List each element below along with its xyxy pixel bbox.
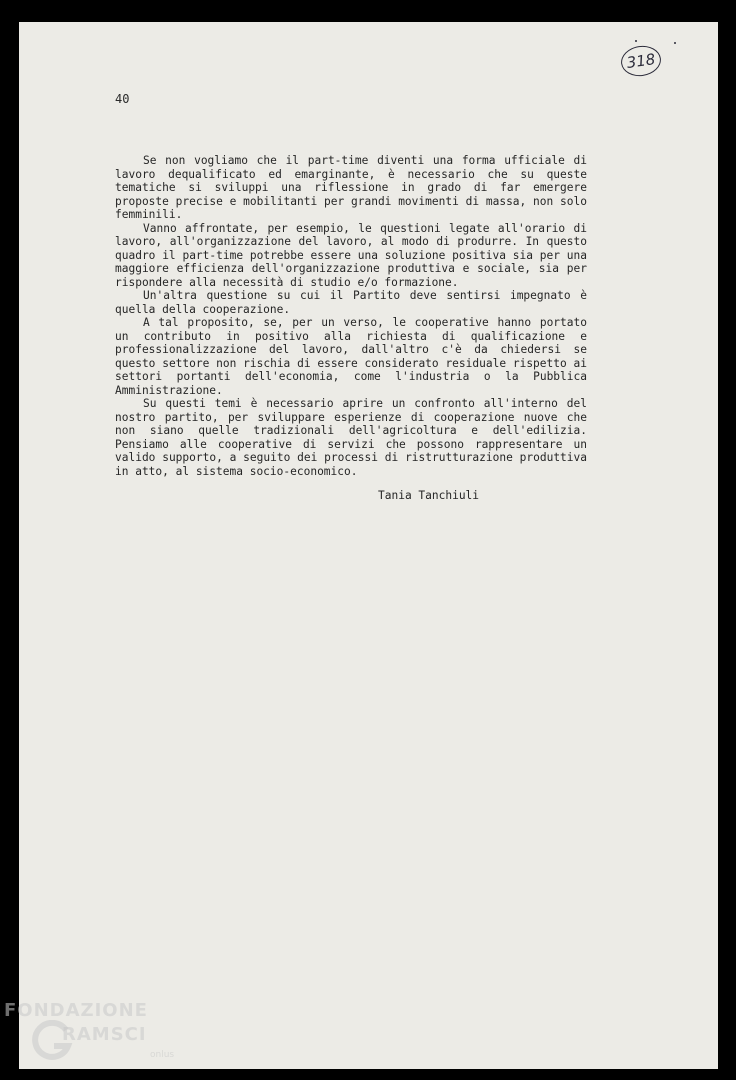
- stamp-mark: [674, 42, 676, 44]
- body-text: [115, 154, 587, 478]
- stamp-mark: [635, 40, 637, 42]
- watermark-suffix: onlus: [150, 1050, 175, 1060]
- paragraph: A tal proposito, se, per un verso, le cooperative hanno portato un contributo in positivo alla richiesta di qualificazione e professionalizzazione del lavoro, dall'altro c'è da chiedersi se questo settore non rischia di essere considerato residuale rispetto ai settori portanti dell'economia, come l'industria o la Pubblica Amministrazione.: [115, 316, 587, 397]
- page-number: 40: [115, 92, 130, 106]
- document-page: [19, 22, 718, 1069]
- paragraph: Un'altra questione su cui il Partito deve sentirsi impegnato è quella della cooperazione.: [115, 289, 587, 316]
- paragraph: Su questi temi è necessario aprire un confronto all'interno del nostro partito, per sviluppare esperienze di cooperazione nuove che non siano quelle tradizionali dell'agricoltura e dell'edilizia. Pensiamo alle cooperative di servizi che possono rappresentare un valido supporto, a seguito dei processi di ristrutturazione produttiva in atto, al sistema socio-economico.: [115, 397, 587, 478]
- fondazione-gramsci-watermark: [4, 1000, 184, 1076]
- paragraph: Vanno affrontate, per esempio, le questioni legate all'orario di lavoro, all'organizzazione del lavoro, al modo di produrre. In questo quadro il part-time potrebbe essere una soluzione positiva sia per una maggiore efficienza dell'organizzazione produttiva e sociale, sia per rispondere alla necessità di studio e/o formazione.: [115, 221, 587, 289]
- author-signature: Tania Tanchiuli: [378, 489, 480, 502]
- paragraph: Se non vogliamo che il part-time diventi una forma ufficiale di lavoro dequalificato ed emarginante, è necessario che su queste tematiche si sviluppi una riflessione in grado di far emergere proposte precise e mobilitanti per grandi movimenti di massa, non solo femminili.: [115, 154, 587, 221]
- watermark-line2: RAMSCI: [62, 1024, 147, 1045]
- archive-stamp: 318: [619, 43, 663, 78]
- watermark-line1: FONDAZIONE: [4, 1000, 148, 1021]
